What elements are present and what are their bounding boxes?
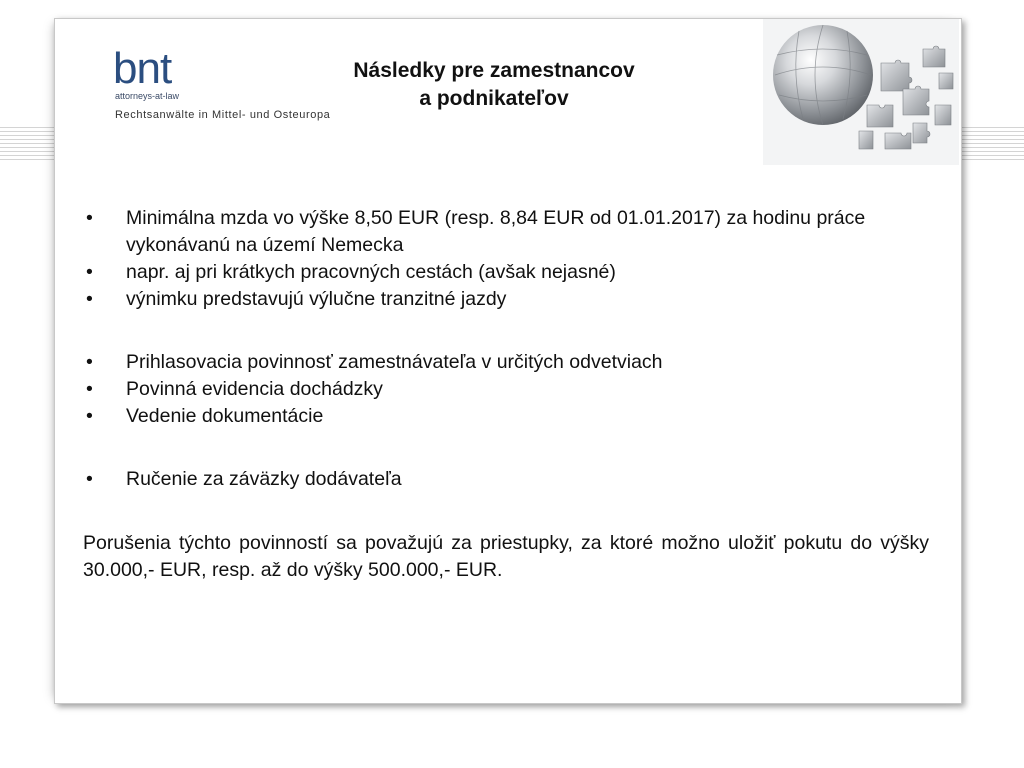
logo-mark: bnt (113, 44, 172, 93)
bullet-icon: • (86, 288, 93, 310)
title-line-1: Následky pre zamestnancov (353, 59, 635, 82)
list-item-text: Prihlasovacia povinnosť zamestnávateľa v určitých odvetviach (126, 351, 663, 373)
puzzle-globe-image (763, 19, 959, 165)
closing-paragraph: Porušenia týchto povinností sa považujú za priestupky, za ktoré možno uložiť pokutu do výšky 30.000,- EUR, resp. až do výšky 500.000,- EUR. (83, 532, 929, 581)
title-line-2: a podnikateľov (419, 87, 569, 110)
bullet-icon: • (86, 405, 93, 427)
bullet-list-group-3 (83, 466, 929, 493)
logo-tagline: Rechtsanwälte in Mittel- und Osteuropa (115, 109, 331, 121)
bullet-list-group-1 (83, 205, 929, 313)
list-item (83, 259, 929, 286)
list-item (83, 205, 929, 259)
list-item (83, 349, 929, 376)
slide-content (83, 205, 929, 584)
bullet-icon: • (86, 207, 93, 229)
decorative-stripes-right (962, 127, 1024, 163)
slide (54, 18, 962, 704)
bullet-list-group-2 (83, 349, 929, 430)
spacer (83, 430, 929, 466)
list-item (83, 376, 929, 403)
list-item-text: Minimálna mzda vo výške 8,50 EUR (resp. 8,84 EUR od 01.01.2017) za hodinu práce vykonávanú na území Nemecka (126, 207, 866, 256)
list-item (83, 403, 929, 430)
list-item-text: výnimku predstavujú výlučne tranzitné jazdy (126, 288, 507, 310)
logo-subtitle: attorneys-at-law (115, 91, 180, 101)
list-item-text: Ručenie za záväzky dodávateľa (126, 468, 402, 490)
list-item-text: Povinná evidencia dochádzky (126, 378, 383, 400)
bullet-icon: • (86, 261, 93, 283)
bullet-icon: • (86, 378, 93, 400)
bullet-icon: • (86, 351, 93, 373)
list-item (83, 286, 929, 313)
list-item-text: napr. aj pri krátkych pracovných cestách (avšak nejasné) (126, 261, 616, 283)
slide-title (279, 57, 709, 113)
list-item-text: Vedenie dokumentácie (126, 405, 324, 427)
bullet-icon: • (86, 468, 93, 490)
list-item (83, 466, 929, 493)
spacer (83, 313, 929, 349)
